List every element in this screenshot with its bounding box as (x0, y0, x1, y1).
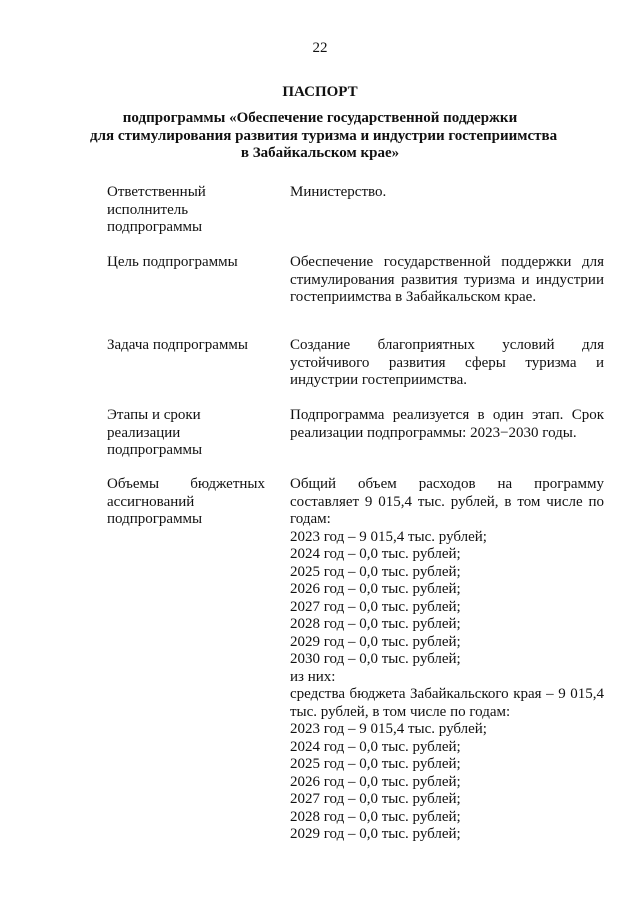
value-line: 2029 год – 0,0 тыс. рублей; (290, 633, 461, 650)
value-line: 2027 год – 0,0 тыс. рублей; (290, 791, 461, 807)
value-line: 2028 год – 0,0 тыс. рублей; (290, 616, 461, 632)
value-line: Подпрограмма реализуется в один этап. Срок (290, 407, 604, 423)
page-number: 22 (312, 40, 328, 56)
value-line: составляет 9 015,4 тыс. рублей, в том числе по (290, 493, 604, 510)
row-label (107, 184, 265, 237)
document-title: ПАСПОРТ (282, 84, 358, 100)
value-line: Общий объем расходов на программу (290, 476, 604, 492)
subtitle-line: в Забайкальском крае» (240, 145, 400, 161)
label-line: подпрограммы (107, 511, 203, 527)
value-line: 2023 год – 9 015,4 тыс. рублей; (290, 528, 487, 545)
label-line: исполнитель (107, 201, 189, 218)
label-line: Ответственный (107, 184, 206, 200)
value-line: индустрии гостеприимства. (290, 372, 467, 388)
subtitle-line: для стимулирования развития туризма и индустрии гостеприимства (90, 127, 558, 144)
label-line: Этапы и сроки (107, 407, 201, 423)
value-line: Министерство. (290, 184, 387, 200)
row-value (290, 407, 604, 442)
value-line: 2023 год – 9 015,4 тыс. рублей; (290, 721, 487, 737)
value-line: 2028 год – 0,0 тыс. рублей; (290, 808, 461, 825)
row-label (107, 337, 265, 355)
value-line: Обеспечение государственной поддержки для (290, 254, 604, 270)
value-line: устойчивого развития сферы туризма и (290, 354, 604, 371)
row-label (107, 407, 265, 460)
label-line: подпрограммы (107, 219, 203, 235)
value-line: реализации подпрограммы: 2023−2030 годы. (290, 424, 577, 441)
label-line: Объемы бюджетных (107, 476, 265, 492)
value-line: 2024 год – 0,0 тыс. рублей; (290, 738, 461, 755)
row-value (290, 476, 604, 844)
document-subtitle (90, 110, 558, 163)
label-line: подпрограммы (107, 442, 203, 458)
row-label (107, 476, 265, 529)
label-line: реализации (107, 424, 181, 441)
value-line: гостеприимства в Забайкальском крае. (290, 289, 537, 305)
value-line: стимулирования развития туризма и индустрии (290, 271, 604, 288)
value-line: 2030 год – 0,0 тыс. рублей; (290, 651, 461, 667)
value-line: из них: (290, 668, 336, 685)
value-line: 2025 год – 0,0 тыс. рублей; (290, 756, 461, 772)
value-line: 2029 год – 0,0 тыс. рублей; (290, 826, 461, 842)
label-line: Цель подпрограммы (107, 254, 238, 270)
value-line: годам: (290, 511, 331, 527)
label-line: Задача подпрограммы (107, 337, 248, 353)
value-line: 2026 год – 0,0 тыс. рублей; (290, 581, 461, 597)
value-line: тыс. рублей, в том числе по годам: (290, 703, 511, 720)
row-value (290, 337, 604, 390)
value-line: средства бюджета Забайкальского края – 9 015,4 (290, 686, 604, 702)
value-line: 2024 год – 0,0 тыс. рублей; (290, 546, 461, 562)
row-label (107, 254, 265, 272)
row-value (290, 254, 604, 307)
value-line: 2025 год – 0,0 тыс. рублей; (290, 563, 461, 580)
value-line: 2027 год – 0,0 тыс. рублей; (290, 598, 461, 615)
subtitle-line: подпрограммы «Обеспечение государственной поддержки (122, 110, 518, 126)
label-line: ассигнований (107, 493, 195, 510)
value-line: 2026 год – 0,0 тыс. рублей; (290, 773, 461, 790)
row-value (290, 184, 604, 202)
value-line: Создание благоприятных условий для (290, 337, 604, 353)
